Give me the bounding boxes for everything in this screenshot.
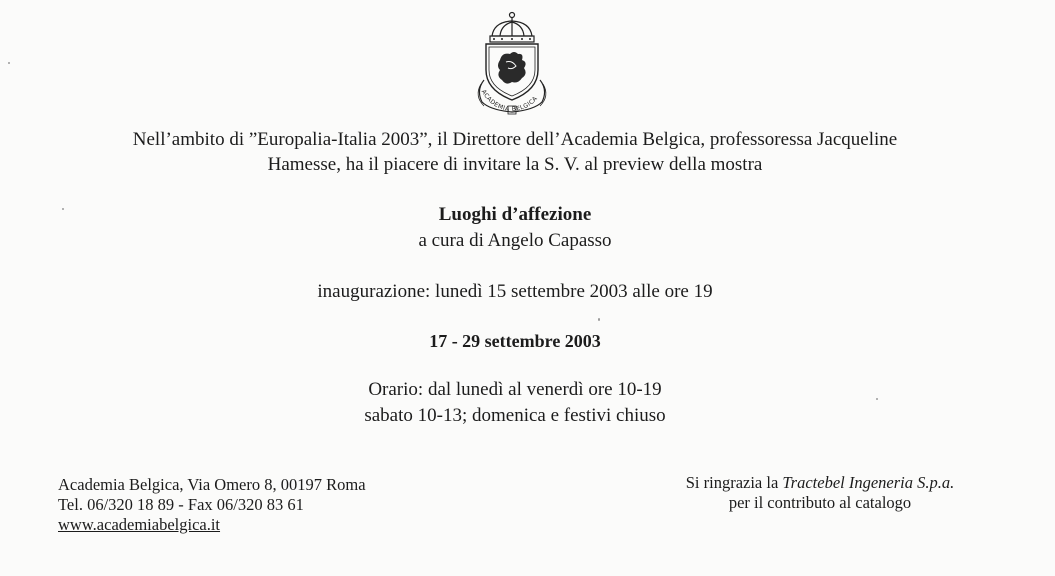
svg-text:ACADEMIA BELGICA (480, 89, 540, 113)
exhibition-curator: a cura di Angelo Capasso (418, 230, 612, 251)
sponsor-contribution: per il contributo al catalogo (728, 493, 912, 512)
sponsor-block (640, 473, 1000, 513)
exhibition-dates: 17 - 29 settembre 2003 (429, 331, 601, 351)
sponsor-company: Tractebel Ingeneria S.p.a. (782, 473, 955, 492)
website-link[interactable]: www.academiabelgica.it (58, 515, 221, 534)
paper-speck (8, 62, 10, 64)
academia-belgica-crest-logo (470, 10, 554, 118)
paper-speck (62, 208, 64, 210)
opening-hours-weekdays: Orario: dal lunedì al venerdì ore 10-19 (368, 379, 662, 400)
contact-address: Academia Belgica, Via Omero 8, 00197 Roma (58, 475, 366, 494)
invitation-text-line1: Nell’ambito di ”Europalia-Italia 2003”, il Direttore dell’Academia Belgica, professoressa Jacqueline (132, 129, 898, 150)
crest-motto: ACADEMIA BELGICA (479, 88, 540, 114)
invitation-text-line2: Hamesse, ha il piacere di invitare la S. V. al preview della mostra (267, 154, 763, 175)
opening-hours-weekend: sabato 10-13; domenica e festivi chiuso (364, 405, 666, 426)
exhibition-title: Luoghi d’affezione (438, 204, 592, 225)
contact-block (58, 475, 366, 535)
paper-speck (876, 398, 878, 400)
inauguration-date: inaugurazione: lunedì 15 settembre 2003 alle ore 19 (317, 281, 713, 302)
contact-phone-fax: Tel. 06/320 18 89 - Fax 06/320 83 61 (58, 495, 304, 514)
sponsor-thanks-prefix: Si ringrazia la (685, 473, 783, 492)
paper-speck (598, 318, 600, 321)
